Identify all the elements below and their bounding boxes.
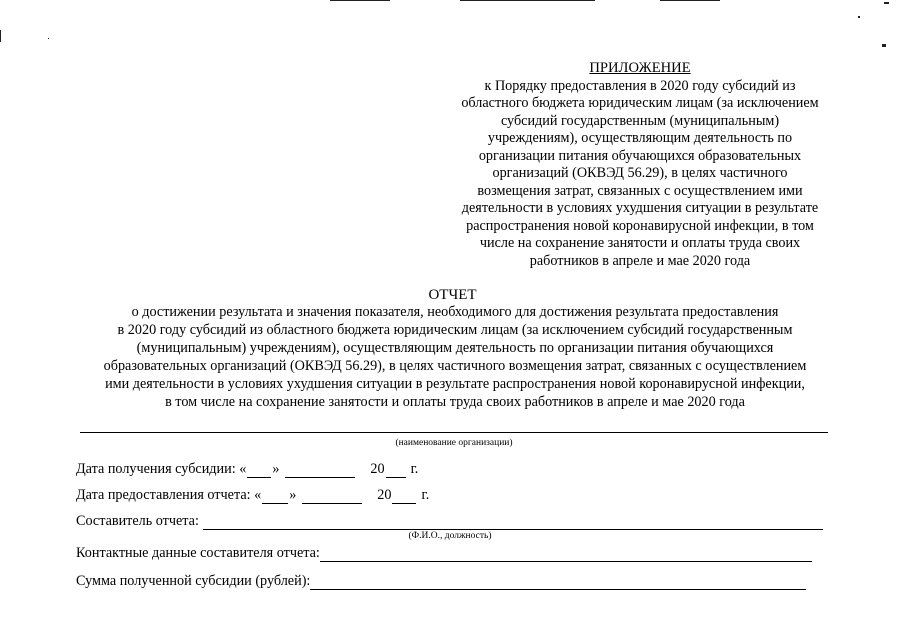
scan-artifact <box>330 0 390 1</box>
report-date-row <box>76 486 429 504</box>
report-year-suffix: г. <box>421 487 430 503</box>
report-day-field[interactable] <box>262 489 288 504</box>
scan-artifact <box>0 30 1 42</box>
appendix-title: ПРИЛОЖЕНИЕ <box>589 60 691 76</box>
contacts-field[interactable] <box>320 547 812 562</box>
organization-name-field[interactable] <box>80 432 828 433</box>
report-year-field[interactable] <box>392 489 416 504</box>
report-title: ОТЧЕТ <box>428 287 477 303</box>
appendix-line: распространения новой коронавирусной инфекции, в том <box>466 217 814 234</box>
report-date-label: Дата предоставления отчета: « <box>76 487 262 503</box>
receipt-date-row <box>76 460 418 478</box>
scan-artifact <box>858 16 860 18</box>
scan-artifact <box>660 0 720 1</box>
receipt-date-label: Дата получения субсидии: « <box>76 461 247 477</box>
compiler-field[interactable] <box>203 515 823 530</box>
appendix-line: организаций (ОКВЭД 56.29), в целях частичного <box>492 165 788 181</box>
appendix-line: субсидий государственным (муниципальным) <box>500 112 780 129</box>
report-subtitle-line: ими деятельности в условиях ухудшения ситуации в результате распространения новой коронавирусной инфекции, <box>105 376 805 392</box>
amount-field[interactable] <box>310 575 806 590</box>
report-subtitle-line: в 2020 году субсидий из областного бюджета юридическим лицам (за исключением субсидий государственным <box>117 322 793 338</box>
receipt-quote-close: » <box>272 461 280 477</box>
appendix-block <box>430 60 850 270</box>
report-subtitle-line: (муниципальным) учреждениям), осуществляющим деятельность по организации питания обучающихся <box>136 340 774 356</box>
appendix-line: деятельности в условиях ухудшения ситуации в результате <box>461 200 819 216</box>
report-subtitle-line: о достижении результата и значения показателя, необходимого для достижения результата предоставления <box>131 304 779 320</box>
receipt-day-field[interactable] <box>247 463 271 478</box>
receipt-month-field[interactable] <box>285 463 355 478</box>
scan-artifact <box>48 38 49 39</box>
amount-row <box>76 572 806 590</box>
appendix-line: к Порядку предоставления в 2020 году субсидий из <box>484 77 796 94</box>
report-subtitle-line: образовательных организаций (ОКВЭД 56.29), в целях частичного возмещения затрат, связанных с осуществлением <box>103 358 807 374</box>
report-subtitle <box>40 303 870 411</box>
organization-name-caption: (наименование организации) <box>395 438 513 448</box>
contacts-label: Контактные данные составителя отчета: <box>76 545 320 561</box>
amount-label: Сумма полученной субсидии (рублей): <box>76 573 311 589</box>
appendix-line: учреждениям), осуществляющим деятельность по <box>487 130 793 146</box>
receipt-year-prefix: 20 <box>370 461 385 477</box>
appendix-line: областного бюджета юридическим лицам (за исключением <box>461 95 819 111</box>
scan-artifact <box>882 44 886 47</box>
contacts-row <box>76 544 812 562</box>
receipt-year-suffix: г. <box>410 461 419 477</box>
appendix-line: числе на сохранение занятости и оплаты труда своих <box>479 235 801 251</box>
report-subtitle-line: в том числе на сохранение занятости и оплаты труда своих работников в апреле и мае 2020 года <box>165 394 745 410</box>
compiler-row <box>76 512 823 530</box>
appendix-line: работников в апреле и мае 2020 года <box>529 252 751 269</box>
appendix-line: возмещения затрат, связанных с осуществлением ими <box>477 182 803 199</box>
scan-artifact <box>884 2 889 4</box>
receipt-year-field[interactable] <box>386 463 406 478</box>
compiler-label: Составитель отчета: <box>76 513 199 529</box>
report-month-field[interactable] <box>302 489 362 504</box>
appendix-line: организации питания обучающихся образовательных <box>478 147 802 164</box>
compiler-caption: (Ф.И.О., должность) <box>408 531 492 541</box>
report-quote-close: » <box>289 487 297 503</box>
scan-artifact <box>460 0 595 1</box>
report-year-prefix: 20 <box>377 487 392 503</box>
